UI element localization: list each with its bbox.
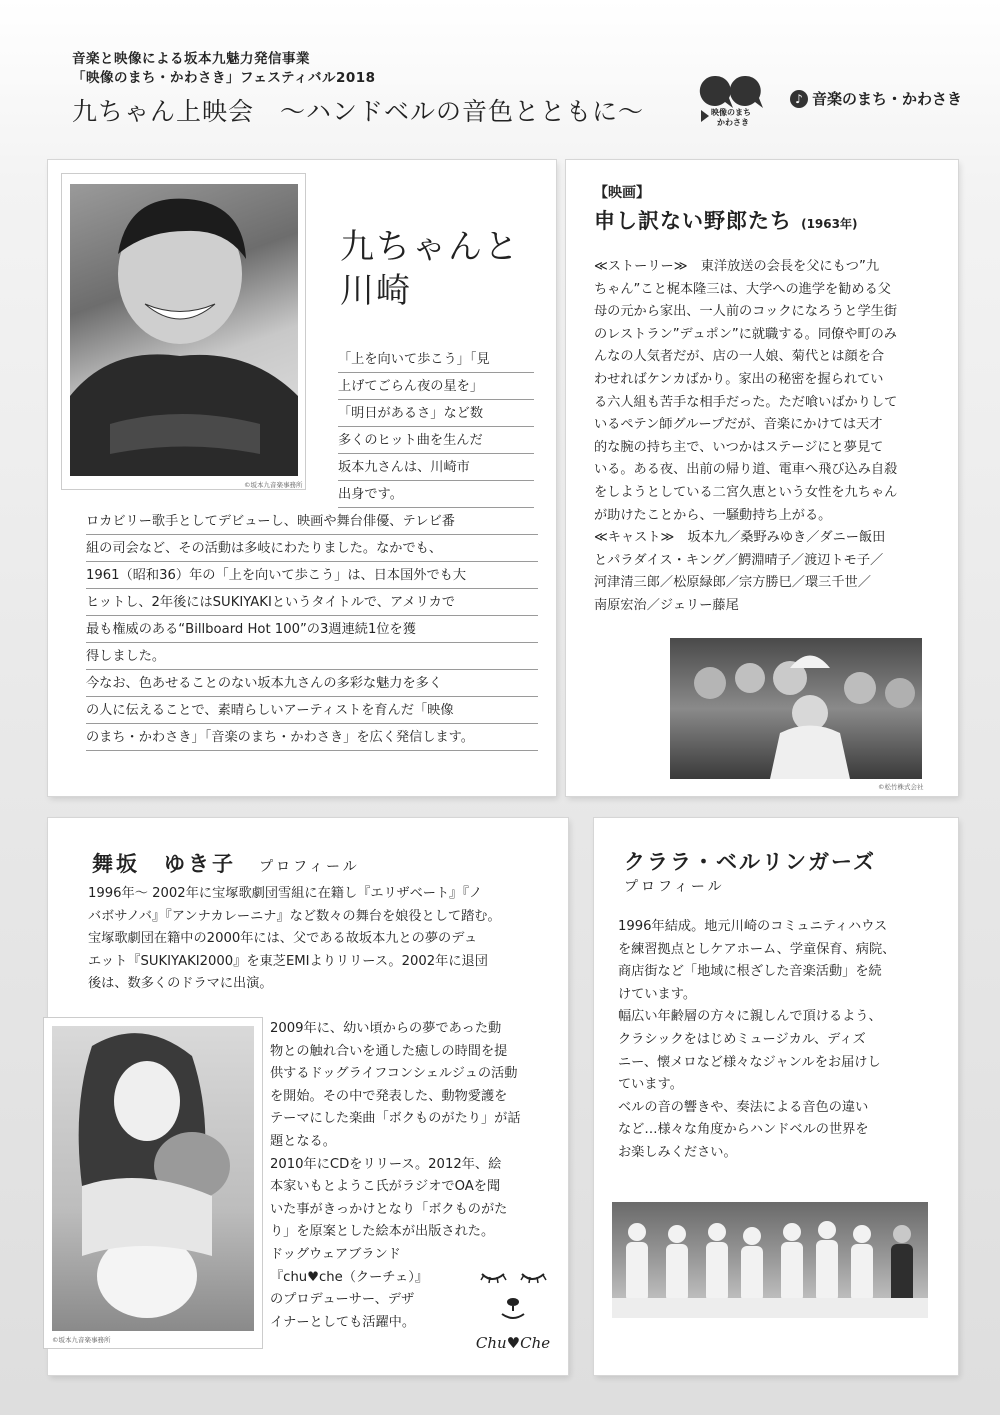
clara-title: クララ・ベルリンガーズ [624,850,876,874]
text-line: いるペテン師グループだが、音楽にかけては天才 [594,417,883,433]
maisaka-intro [88,883,558,996]
movie-tag: 【映画】 [594,185,650,201]
page-title: 九ちゃん上映会 ～ハンドベルの音色とともに～ [72,97,645,126]
text-line: バボサノバ』『アンナカレーニナ』など数々の舞台を娘役として踏む。 [88,908,501,924]
text-line: 最も権威のある“Billboard Hot 100”の3週連続1位を獲 [86,622,416,637]
text-line: 1996年結成。地元川崎のコミュニティハウス [618,919,888,934]
movie-year: (1963年) [801,217,858,231]
movie-title: 申し訳ない野郎たち [594,209,792,233]
text-line: とパラダイス・キング／鰐淵晴子／渡辺トモ子／ [594,552,884,568]
text-line: 「上を向いて歩こう」「見 [338,352,490,367]
text-line: をしようとしている二宮久恵という女性を九ちゃん [594,484,898,500]
movie-title-row [594,205,857,235]
header-line-1: 音楽と映像による坂本九魅力発信事業 [72,51,310,67]
text-line: 上げてごらん夜の星を」 [338,379,484,394]
text-line: のプロデューサー、デザ [270,1292,415,1308]
text-line: 供するドッグライフコンシェルジュの活動 [270,1066,518,1082]
text-line: わせればケンカばかり。家出の秘密を握られてい [594,371,884,387]
text-line: 宝塚歌劇団在籍中の2000年には、父である故坂本九との夢のデュ [88,931,478,947]
text-line: ています。 [618,1077,683,1093]
text-line: イナーとしても活躍中。 [270,1314,416,1330]
text-line: 『chu♥che（クーチェ）』 [270,1269,429,1285]
text-line: 坂本九さんは、川崎市 [338,460,470,475]
text-line: を開始。その中で発表した、動物愛護を [270,1088,508,1104]
kyu-side-text [338,346,534,508]
eizo-no-machi-logo [695,72,775,130]
maisaka-photo-credit: ©坂本九音楽事務所 [52,1336,111,1344]
text-line: 「明日があるさ」など数 [338,406,484,421]
movie-card [566,160,958,796]
maisaka-photo-frame [44,1018,262,1348]
text-line: お楽しみください。 [618,1144,737,1160]
header-line-2: 「映像のまち・かわさき」フェスティバル2018 [72,70,376,86]
text-line: など…様々な角度からハンドベルの世界を [618,1122,869,1138]
text-line: 1961（昭和36）年の「上を向いて歩こう」は、日本国外でも大 [86,568,467,583]
text-line: 得しました。 [86,649,166,664]
text-line: 後は、数多くのドラマに出演。 [88,976,273,992]
text-line: 南原宏治／ジェリー藤尾 [594,597,739,613]
hand-title-line2: 川崎 [340,271,412,311]
clara-group-photo [612,1202,928,1318]
text-line: 今なお、色あせることのない坂本九さんの多彩な魅力を多く [86,676,443,691]
text-line: 本家いもとようこ氏がラジオでOAを聞 [270,1179,501,1195]
hand-title [340,225,520,313]
text-line: 商店街など「地域に根ざした音楽活動」を続 [618,964,882,980]
text-line: 幅広い年齢層の方々に親しんで頂けるよう、 [618,1009,882,1025]
text-line: 河津清三郎／松原緑郎／宗方勝巳／環三千世／ [594,575,871,591]
text-line: 出身です。 [338,487,403,502]
text-line: ≪ストーリー≫ 東洋放送の会長を父にもつ”九 [594,259,880,274]
text-line: を練習拠点としケアホーム、学童保育、病院、 [618,941,896,957]
text-line: けています。 [618,986,697,1002]
text-line: 2010年にCDをリリース。2012年、絵 [270,1156,502,1172]
chuche-logo-text: Chu♥Che [475,1334,551,1352]
text-line: いる。ある夜、出前の帰り道、電車へ飛び込み自殺 [594,462,898,478]
text-line: ベルの音の響きや、奏法による音色の違い [618,1099,869,1115]
text-line: 母の元から家出、一人前のコックになろうと学生街 [594,304,898,320]
text-line: テーマにした楽曲「ボクものがたり」が話 [270,1111,521,1127]
logo-eizo-line1: 映像のまち [711,108,751,117]
text-line: のまち・かわさき」「音楽のまち・かわさき」を広く発信します。 [86,730,474,745]
kyu-chan-card [48,160,556,796]
text-line: 題となる。 [270,1133,336,1149]
maisaka-subtitle: プロフィール [259,859,360,875]
ongaku-no-machi-logo [790,88,962,109]
maisaka-portrait-photo [52,1026,254,1331]
maisaka-name: 舞坂 ゆき子 [92,852,236,876]
logo-ongaku-text: 音楽のまち・かわさき [812,90,963,108]
text-line: ≪キャスト≫ 坂本九／桑野みゆき／ダニー飯田 [594,530,886,546]
dog-face-icon [468,1258,558,1328]
text-line: が助けたことから、一騒動持ち上がる。 [594,507,832,523]
text-line: んなの人気者だが、店の一人娘、菊代とは顔を合 [594,349,885,365]
movie-photo-credit: ©松竹株式会社 [878,783,924,791]
kyu-full-text [86,508,538,751]
clara-subtitle: プロフィール [624,879,725,895]
text-line: の人に伝えることで、素晴らしいアーティストを育んだ「映像 [86,703,454,718]
kyu-photo-frame [62,174,305,489]
maisaka-heading [92,848,360,878]
text-line: 多くのヒット曲を生んだ [338,433,483,448]
hand-title-line1: 九ちゃんと [340,227,520,267]
text-line: ドッグウェアブランド [270,1246,401,1262]
movie-synopsis [594,256,944,618]
text-line: 2009年に、幼い頃からの夢であった動 [270,1021,502,1036]
chuche-brand-logo [468,1258,558,1358]
text-line: いた事がきっかけとなり「ボクものがた [270,1201,508,1217]
clara-body [618,916,948,1165]
kyu-photo-credit: ©坂本九音楽事務所 [244,481,303,489]
text-line: り」を原案とした絵本が出版された。 [270,1224,495,1240]
text-line: エット『SUKIYAKI2000』を東芝EMIよりリリース。2002年に退団 [88,953,488,969]
text-line: ロカビリー歌手としてデビューし、映画や舞台俳優、テレビ番 [86,514,455,529]
logo-eizo-line2: かわさき [717,118,749,127]
text-line: 的な腕の持ち主で、いつかはステージにと夢見て [594,439,884,455]
text-line: ちゃん”こと梶本隆三は、大学への進学を勧める父 [594,281,891,297]
music-note-icon: ♪ [790,90,808,108]
maisaka-card [48,818,568,1375]
text-line: クラシックをはじめミュージカル、ディズ [618,1031,866,1047]
clara-card [594,818,958,1375]
text-line: 物との触れ合いを通した癒しの時間を提 [270,1043,508,1059]
kyu-portrait-photo [70,184,298,476]
text-line: 組の司会など、その活動は多岐にわたりました。なかでも、 [86,541,443,556]
header-subtitle [72,50,376,88]
text-line: ニー、懐メロなど様々なジャンルをお届けし [618,1054,881,1070]
text-line: ヒットし、2年後にはSUKIYAKIというタイトルで、アメリカで [86,595,456,610]
movie-still-photo [670,638,922,779]
text-line: る六人組も苦手な相手だった。ただ喰いばかりして [594,394,898,410]
text-line: のレストラン”デュポン”に就職する。同僚や町のみ [594,326,897,342]
text-line: 1996年～ 2002年に宝塚歌劇団雪組に在籍し『エリザベート』『ノ [88,886,483,901]
